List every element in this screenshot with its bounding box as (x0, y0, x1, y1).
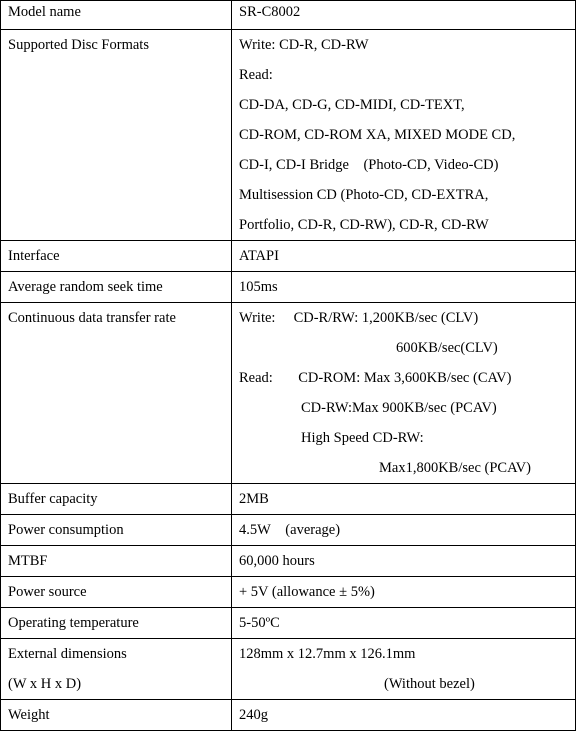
buffer-value: 2MB (239, 491, 269, 507)
value-cell (232, 484, 576, 515)
label-cell (1, 484, 232, 515)
table-row (1, 272, 576, 303)
table-row (1, 303, 576, 484)
label-cell (1, 30, 232, 241)
value-cell (232, 546, 576, 577)
label-cell (1, 1, 232, 30)
table-row (1, 241, 576, 272)
label-cell (1, 608, 232, 639)
disc-formats-line: Read: (239, 67, 273, 83)
disc-formats-line: CD-ROM, CD-ROM XA, MIXED MODE CD, (239, 127, 516, 143)
table-row (1, 1, 576, 30)
dimensions-value: 128mm x 12.7mm x 126.1mm (239, 646, 416, 662)
power-source-label: Power source (8, 584, 87, 600)
weight-value: 240g (239, 707, 268, 723)
transfer-rate-line: 600KB/sec(CLV) (396, 340, 498, 356)
label-cell (1, 546, 232, 577)
transfer-rate-line: Read: CD-ROM: Max 3,600KB/sec (CAV) (239, 370, 512, 386)
value-cell (232, 272, 576, 303)
label-cell (1, 303, 232, 484)
value-cell (232, 515, 576, 546)
value-cell (232, 303, 576, 484)
label-cell (1, 639, 232, 700)
table-row (1, 30, 576, 241)
value-cell (232, 700, 576, 731)
model-name-value: SR-C8002 (239, 4, 301, 20)
interface-label: Interface (8, 248, 60, 264)
operating-temp-value: 5-50ºC (239, 615, 280, 631)
table-row (1, 546, 576, 577)
transfer-rate-line: Write: CD-R/RW: 1,200KB/sec (CLV) (239, 310, 479, 326)
table-row (1, 515, 576, 546)
seek-time-label: Average random seek time (8, 279, 163, 295)
disc-formats-line: CD-I, CD-I Bridge (Photo-CD, Video-CD) (239, 157, 499, 173)
weight-label: Weight (8, 707, 50, 723)
label-cell (1, 700, 232, 731)
mtbf-label: MTBF (8, 553, 48, 569)
disc-formats-line: CD-DA, CD-G, CD-MIDI, CD-TEXT, (239, 97, 465, 113)
label-cell (1, 577, 232, 608)
value-cell (232, 1, 576, 30)
table-row (1, 577, 576, 608)
mtbf-value: 60,000 hours (239, 553, 315, 569)
interface-value: ATAPI (239, 248, 279, 264)
seek-time-value: 105ms (239, 279, 278, 295)
power-source-value: + 5V (allowance ± 5%) (239, 584, 375, 600)
table-row (1, 639, 576, 700)
disc-formats-line: Portfolio, CD-R, CD-RW), CD-R, CD-RW (239, 217, 489, 233)
buffer-label: Buffer capacity (8, 491, 98, 507)
label-cell (1, 515, 232, 546)
value-cell (232, 241, 576, 272)
disc-formats-label: Supported Disc Formats (8, 37, 149, 53)
table-row (1, 608, 576, 639)
value-cell (232, 639, 576, 700)
power-consumption-label: Power consumption (8, 522, 124, 538)
dimensions-note: (Without bezel) (384, 676, 475, 692)
transfer-rate-label: Continuous data transfer rate (8, 310, 176, 326)
label-cell (1, 272, 232, 303)
dimensions-label: External dimensions (8, 646, 127, 662)
model-name-label: Model name (8, 4, 81, 20)
value-cell (232, 577, 576, 608)
operating-temp-label: Operating temperature (8, 615, 139, 631)
transfer-rate-line: Max1,800KB/sec (PCAV) (379, 460, 531, 476)
dimensions-label: (W x H x D) (8, 676, 82, 692)
value-cell (232, 608, 576, 639)
table-row (1, 484, 576, 515)
transfer-rate-line: High Speed CD-RW: (301, 430, 424, 446)
transfer-rate-line: CD-RW:Max 900KB/sec (PCAV) (301, 400, 497, 416)
power-consumption-value: 4.5W (average) (239, 522, 341, 538)
table-row (1, 700, 576, 731)
label-cell (1, 241, 232, 272)
disc-formats-line: Multisession CD (Photo-CD, CD-EXTRA, (239, 187, 489, 203)
disc-formats-line: Write: CD-R, CD-RW (239, 37, 369, 53)
value-cell (232, 30, 576, 241)
